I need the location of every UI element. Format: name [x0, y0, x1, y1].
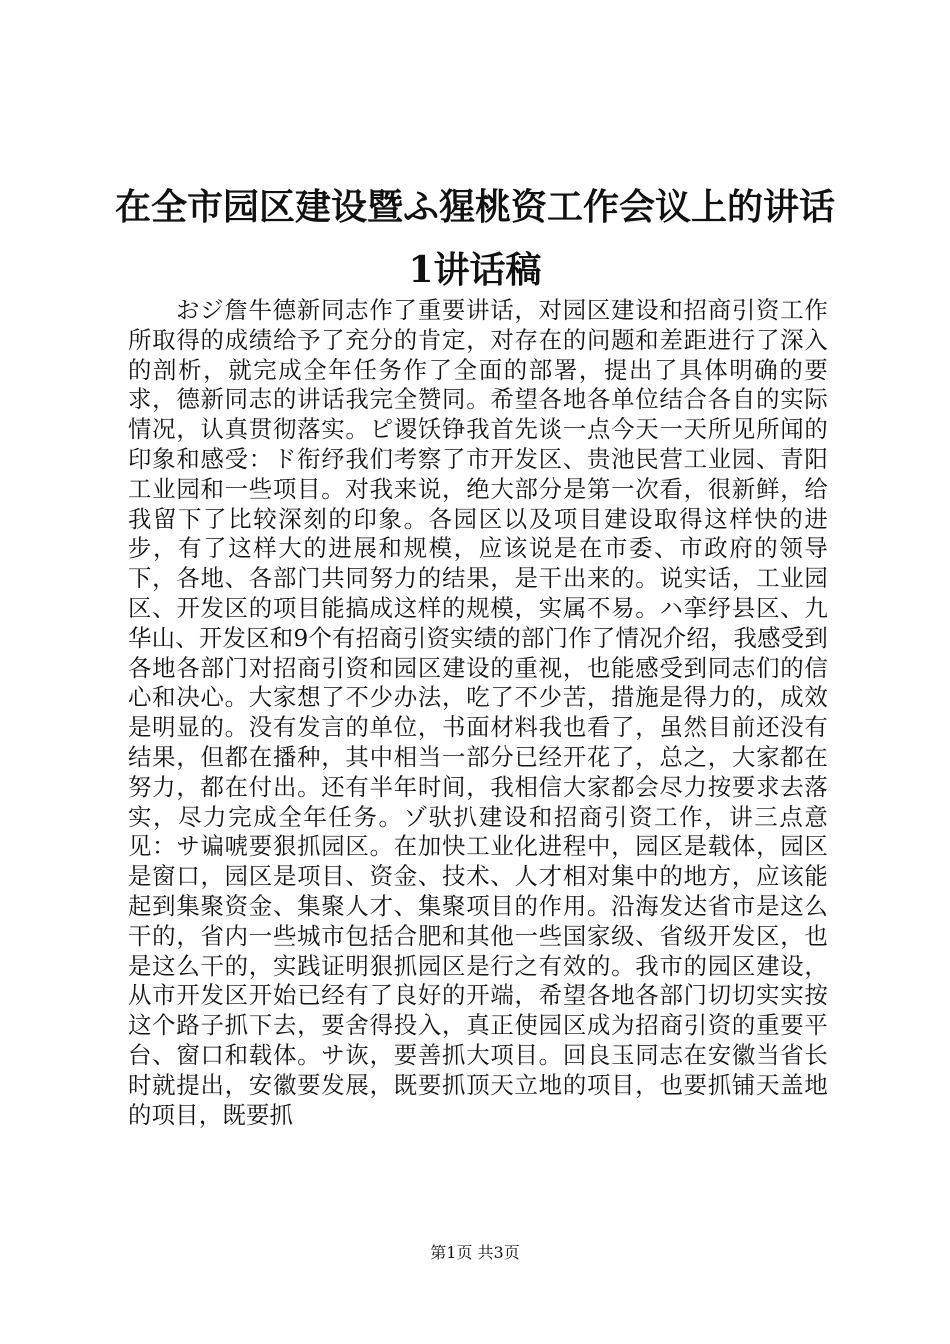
- document-title-line-1: 在全市园区建设暨ふ猩桃资工作会议上的讲话: [114, 186, 835, 228]
- body-paragraph: おジ詹牛德新同志作了重要讲话，对园区建设和招商引资工作所取得的成绩给予了充分的肯定，对存在的问题和差距进行了深入的剖析，就完成全年任务作了全面的部署，提出了具体明确的要求，德新同志的讲话我完全赞同。希望各地各单位结合各自的实际情况，认真贯彻落实。ピ谡饫铮我首先谈一点今天一天所见所闻的印象和感受：ド衔纾我们考察了市开发区、贵池民营工业园、青阳工业园和一些项目。对我来说，绝大部分是第一次看，很新鲜，给我留下了比较深刻的印象。各园区以及项目建设取得这样快的进步，有了这样大的进展和规模，应该说是在市委、市政府的领导下，各地、各部门共同努力的结果，是干出来的。说实话，工业园区、开发区的项目能搞成这样的规模，实属不易。ハ挛纾县区、九华山、开发区和9个有招商引资实绩的部门作了情况介绍，我感受到各地各部门对招商引资和园区建设的重视，也能感受到同志们的信心和决心。大家想了不少办法，吃了不少苦，措施是得力的，成效是明显的。没有发言的单位，书面材料我也看了，虽然目前还没有结果，但都在播种，其中相当一部分已经开花了，总之，大家都在努力，都在付出。还有半年时间，我相信大家都会尽力按要求去落实，尽力完成全年任务。ゾ驮扒建设和招商引资工作，讲三点意见：サ谝唬要狠抓园区。在加快工业化进程中，园区是载体，园区是窗口，园区是项目、资金、技术、人才相对集中的地方，应该能起到集聚资金、集聚人才、集聚项目的作用。沿海发达省市是这么干的，省内一些城市包括合肥和其他一些国家级、省级开发区，也是这么干的，实践证明狠抓园区是行之有效的。我市的园区建设，从市开发区开始已经有了良好的开端，希望各地各部门切切实实按这个路子抓下去，要舍得投入，真正使园区成为招商引资的重要平台、窗口和载体。サ诙，要善抓大项目。回良玉同志在安徽当省长时就提出，安徽要发展，既要抓顶天立地的项目，也要抓铺天盖地的项目，既要抓: [128, 296, 828, 1129]
- page-footer: 第1页 共3页: [430, 1243, 520, 1262]
- document-title-line-2: 1讲话稿: [408, 249, 542, 291]
